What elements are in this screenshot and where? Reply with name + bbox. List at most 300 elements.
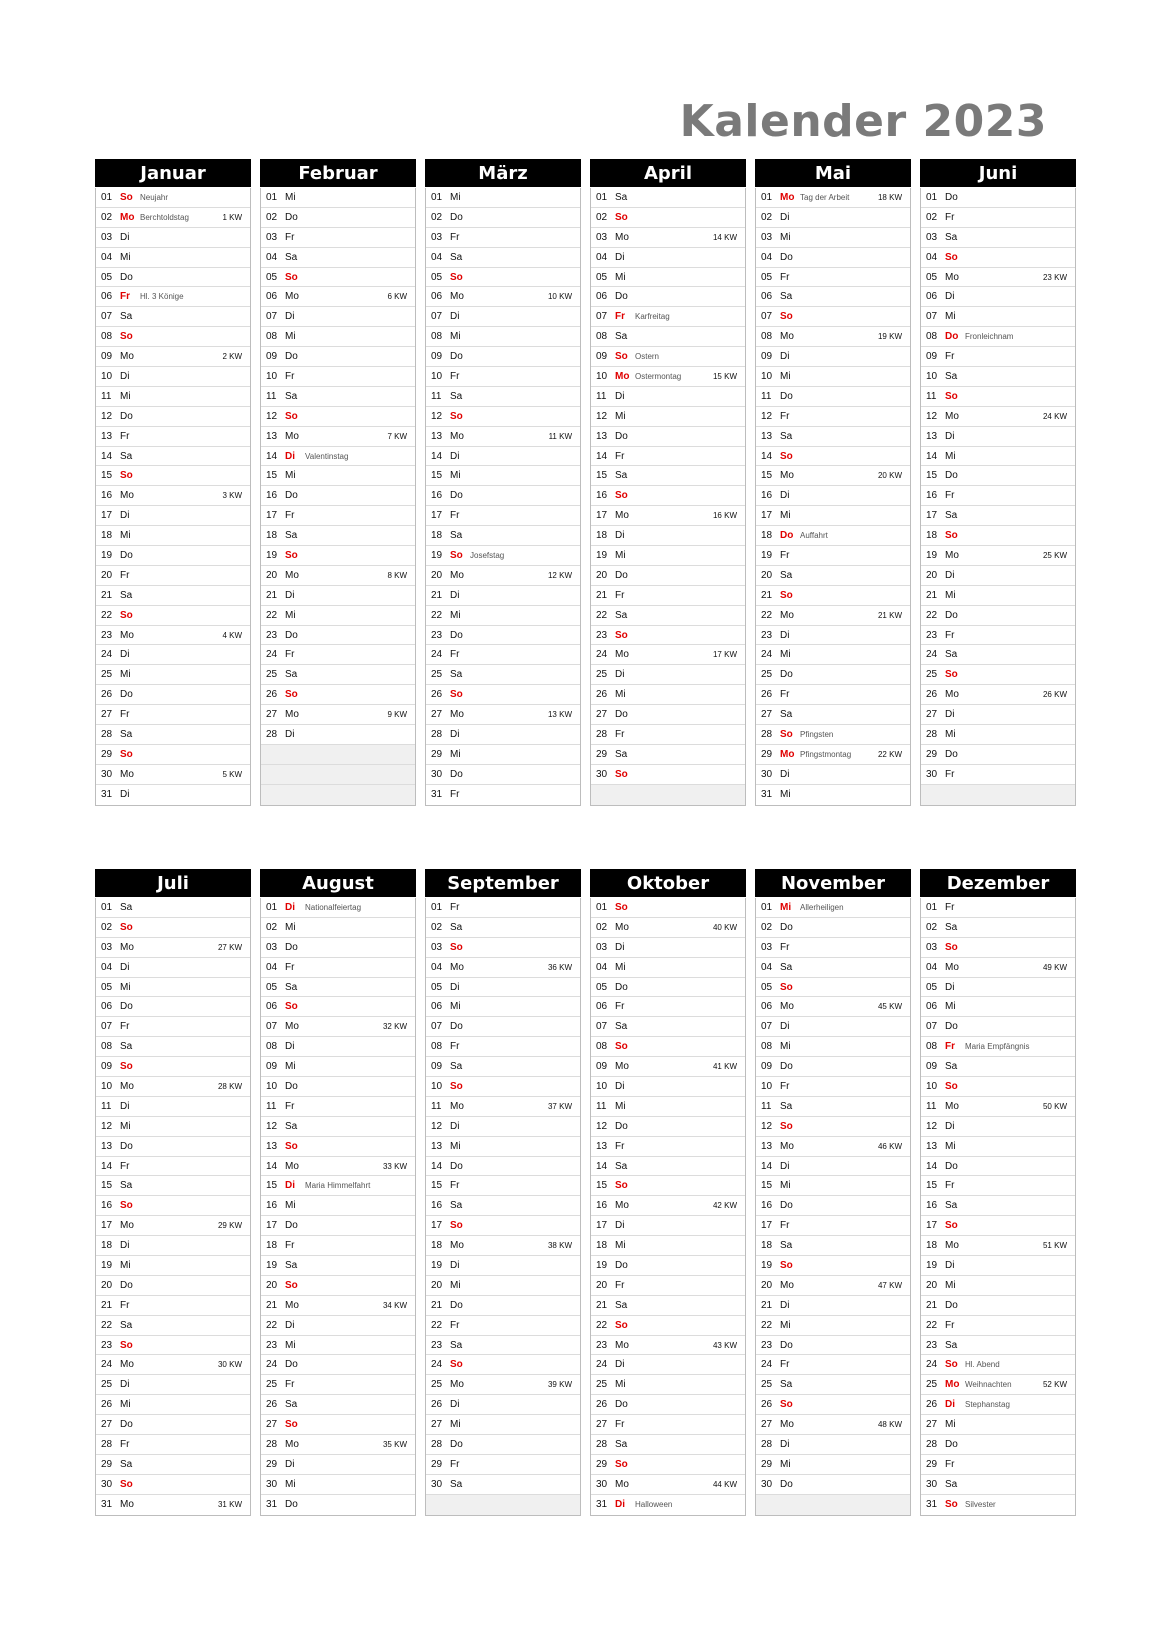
- week-number: 40 KW: [712, 922, 737, 932]
- weekday: Di: [615, 1080, 625, 1092]
- weekday: Mo: [945, 1100, 959, 1112]
- weekday: So: [120, 1061, 133, 1073]
- day-row: [921, 1236, 1075, 1256]
- month-days: [425, 188, 581, 806]
- weekday: Fr: [450, 1319, 460, 1331]
- day-number: 11: [761, 390, 772, 402]
- day-number: 04: [926, 251, 938, 263]
- day-number: 13: [761, 430, 773, 442]
- month-days: [590, 898, 746, 1516]
- weekday: So: [945, 1359, 958, 1371]
- weekday: Sa: [120, 728, 133, 740]
- day-row: [591, 918, 745, 938]
- weekday: Di: [285, 1458, 295, 1470]
- day-number: 16: [596, 1200, 608, 1212]
- weekday: Fr: [450, 510, 460, 522]
- day-number: 23: [596, 1339, 608, 1351]
- day-number: 09: [761, 1061, 773, 1073]
- day-number: 24: [431, 649, 443, 661]
- day-number: 31: [101, 789, 113, 801]
- day-number: 02: [101, 211, 113, 223]
- weekday: Sa: [120, 1180, 133, 1192]
- weekday: Do: [945, 748, 958, 760]
- empty-day-row: [591, 785, 745, 805]
- month-column: [920, 869, 1076, 1516]
- day-row: [96, 486, 250, 506]
- weekday: Do: [615, 981, 628, 993]
- weekday: Fr: [450, 1180, 460, 1192]
- month-column: [425, 869, 581, 1516]
- day-number: 19: [101, 549, 113, 561]
- day-row: [921, 1137, 1075, 1157]
- weekday: Di: [285, 1041, 295, 1053]
- day-row: [756, 486, 910, 506]
- day-row: [96, 327, 250, 347]
- day-number: 13: [101, 430, 113, 442]
- day-number: 16: [761, 490, 773, 502]
- day-number: 26: [431, 1399, 443, 1411]
- day-number: 01: [431, 191, 443, 203]
- day-row: [261, 997, 415, 1017]
- day-row: [756, 307, 910, 327]
- weekday: So: [615, 351, 628, 363]
- weekday: Mo: [615, 1339, 629, 1351]
- weekday: Di: [285, 1180, 295, 1192]
- day-number: 27: [101, 709, 113, 721]
- day-row: [96, 1495, 250, 1515]
- day-row: [921, 1355, 1075, 1375]
- weekday: Di: [780, 1160, 790, 1172]
- day-row: [921, 1216, 1075, 1236]
- day-row: [426, 765, 580, 785]
- day-number: 28: [596, 728, 608, 740]
- weekday: So: [120, 921, 133, 933]
- month-column: [590, 869, 746, 1516]
- day-number: 25: [266, 669, 278, 681]
- day-number: 06: [101, 291, 113, 303]
- weekday: Di: [780, 490, 790, 502]
- week-number: 36 KW: [547, 962, 572, 972]
- day-number: 22: [926, 609, 938, 621]
- day-number: 07: [266, 1021, 278, 1033]
- day-row: [921, 347, 1075, 367]
- holiday-label: Maria Empfängnis: [965, 1042, 1030, 1052]
- weekday: Do: [780, 390, 793, 402]
- day-number: 26: [926, 689, 938, 701]
- weekday: Sa: [450, 1478, 463, 1490]
- day-row: [261, 626, 415, 646]
- weekday: Fr: [120, 430, 130, 442]
- day-number: 24: [431, 1359, 443, 1371]
- day-row: [921, 407, 1075, 427]
- day-number: 07: [266, 311, 278, 323]
- day-row: [921, 387, 1075, 407]
- day-number: 24: [596, 649, 608, 661]
- day-row: [261, 1176, 415, 1196]
- day-row: [921, 1057, 1075, 1077]
- weekday: So: [120, 748, 133, 760]
- weekday: So: [285, 1001, 298, 1013]
- weekday: So: [945, 1499, 958, 1511]
- day-number: 16: [101, 1200, 113, 1212]
- weekday: Di: [615, 669, 625, 681]
- month-header: August: [260, 869, 416, 897]
- weekday: Fr: [120, 291, 130, 303]
- weekday: Mi: [615, 689, 626, 701]
- day-row: [261, 228, 415, 248]
- day-number: 05: [101, 981, 113, 993]
- month-days: [920, 898, 1076, 1516]
- day-number: 23: [266, 1339, 278, 1351]
- weekday: Di: [945, 709, 955, 721]
- day-row: [756, 765, 910, 785]
- day-row: [591, 997, 745, 1017]
- day-number: 27: [761, 1419, 773, 1431]
- week-number: 49 KW: [1042, 962, 1067, 972]
- day-number: 25: [266, 1379, 278, 1391]
- day-row: [591, 1415, 745, 1435]
- day-number: 19: [926, 1259, 938, 1271]
- day-row: [756, 586, 910, 606]
- day-row: [591, 1475, 745, 1495]
- weekday: Fr: [945, 901, 955, 913]
- day-row: [591, 725, 745, 745]
- month-days: [590, 188, 746, 806]
- day-row: [591, 745, 745, 765]
- day-row: [921, 1037, 1075, 1057]
- weekday: Mi: [120, 390, 131, 402]
- weekday: Do: [120, 1419, 133, 1431]
- day-row: [261, 367, 415, 387]
- weekday: Mi: [120, 1120, 131, 1132]
- day-number: 20: [926, 569, 938, 581]
- weekday: Mo: [780, 191, 795, 203]
- day-row: [426, 1475, 580, 1495]
- page-title: Kalender 2023: [679, 96, 1047, 147]
- day-number: 27: [266, 1419, 278, 1431]
- weekday: Mi: [945, 1419, 956, 1431]
- day-number: 08: [431, 331, 443, 343]
- day-number: 28: [266, 1438, 278, 1450]
- weekday: Di: [615, 1499, 625, 1511]
- calendar-second-half: [95, 869, 1077, 1516]
- day-number: 09: [101, 1061, 113, 1073]
- weekday: Do: [285, 211, 298, 223]
- day-row: [96, 997, 250, 1017]
- day-row: [921, 268, 1075, 288]
- day-row: [261, 188, 415, 208]
- weekday: Fr: [450, 901, 460, 913]
- day-row: [756, 626, 910, 646]
- day-row: [591, 1276, 745, 1296]
- day-number: 14: [761, 1160, 773, 1172]
- day-row: [921, 898, 1075, 918]
- weekday: Do: [120, 1279, 133, 1291]
- weekday: Mo: [945, 549, 959, 561]
- weekday: Sa: [285, 981, 298, 993]
- day-row: [96, 1316, 250, 1336]
- week-number: 1 KW: [222, 212, 242, 222]
- weekday: Mo: [780, 609, 794, 621]
- day-number: 24: [926, 649, 938, 661]
- month-header: März: [425, 159, 581, 187]
- weekday: Fr: [615, 1140, 625, 1152]
- day-number: 03: [101, 941, 113, 953]
- day-row: [96, 958, 250, 978]
- day-number: 18: [926, 1240, 938, 1252]
- weekday: Sa: [285, 530, 298, 542]
- week-number: 15 KW: [712, 372, 737, 382]
- day-row: [921, 1196, 1075, 1216]
- day-row: [261, 1077, 415, 1097]
- weekday: Sa: [120, 1458, 133, 1470]
- weekday: Fr: [120, 709, 130, 721]
- day-number: 09: [761, 351, 773, 363]
- weekday: Sa: [615, 1438, 628, 1450]
- day-row: [96, 1455, 250, 1475]
- day-row: [591, 978, 745, 998]
- day-row: [921, 1435, 1075, 1455]
- day-number: 11: [266, 1100, 277, 1112]
- weekday: Do: [945, 470, 958, 482]
- weekday: Fr: [945, 768, 955, 780]
- day-number: 19: [431, 1259, 443, 1271]
- day-number: 03: [596, 231, 608, 243]
- day-number: 21: [101, 589, 113, 601]
- day-number: 05: [596, 981, 608, 993]
- day-row: [756, 387, 910, 407]
- day-row: [96, 1196, 250, 1216]
- day-row: [96, 938, 250, 958]
- weekday: So: [615, 1458, 628, 1470]
- day-number: 23: [761, 629, 773, 641]
- weekday: Fr: [450, 649, 460, 661]
- day-row: [756, 1455, 910, 1475]
- day-number: 02: [431, 921, 443, 933]
- day-number: 20: [761, 569, 773, 581]
- day-row: [756, 1037, 910, 1057]
- day-number: 13: [596, 430, 608, 442]
- day-number: 21: [761, 1299, 773, 1311]
- day-number: 30: [596, 768, 608, 780]
- day-row: [426, 1336, 580, 1356]
- day-row: [426, 997, 580, 1017]
- day-row: [426, 1375, 580, 1395]
- day-row: [261, 526, 415, 546]
- day-number: 23: [431, 1339, 443, 1351]
- week-number: 43 KW: [712, 1340, 737, 1350]
- day-number: 28: [431, 1438, 443, 1450]
- weekday: Di: [450, 450, 460, 462]
- month-header: Juli: [95, 869, 251, 897]
- day-number: 15: [266, 470, 278, 482]
- day-row: [591, 188, 745, 208]
- month-days: [95, 898, 251, 1516]
- day-number: 13: [926, 430, 938, 442]
- day-row: [96, 1077, 250, 1097]
- weekday: Di: [285, 311, 295, 323]
- weekday: So: [615, 1319, 628, 1331]
- weekday: Mo: [285, 1299, 299, 1311]
- day-row: [921, 188, 1075, 208]
- day-row: [756, 367, 910, 387]
- weekday: Mi: [615, 549, 626, 561]
- day-row: [261, 918, 415, 938]
- day-row: [96, 1037, 250, 1057]
- day-number: 24: [266, 649, 278, 661]
- day-number: 07: [761, 311, 773, 323]
- day-row: [96, 765, 250, 785]
- day-number: 24: [101, 1359, 113, 1371]
- holiday-label: Neujahr: [140, 192, 169, 202]
- day-row: [261, 1137, 415, 1157]
- day-row: [426, 307, 580, 327]
- holiday-label: Stephanstag: [965, 1400, 1010, 1410]
- day-number: 21: [266, 1299, 278, 1311]
- day-number: 13: [101, 1140, 113, 1152]
- weekday: Sa: [120, 1319, 133, 1331]
- day-number: 06: [596, 291, 608, 303]
- day-number: 04: [101, 961, 113, 973]
- day-number: 22: [596, 609, 608, 621]
- weekday: Mo: [780, 470, 794, 482]
- day-number: 25: [761, 669, 773, 681]
- day-row: [921, 725, 1075, 745]
- weekday: So: [120, 191, 133, 203]
- day-number: 07: [101, 1021, 113, 1033]
- month-days: [95, 188, 251, 806]
- weekday: So: [285, 1419, 298, 1431]
- week-number: 5 KW: [222, 769, 242, 779]
- weekday: Di: [120, 231, 130, 243]
- day-row: [261, 287, 415, 307]
- day-number: 29: [431, 748, 443, 760]
- week-number: 4 KW: [222, 630, 242, 640]
- day-number: 16: [596, 490, 608, 502]
- day-number: 21: [926, 589, 938, 601]
- day-number: 17: [431, 1220, 443, 1232]
- day-row: [591, 1017, 745, 1037]
- day-row: [426, 1137, 580, 1157]
- week-number: 44 KW: [712, 1479, 737, 1489]
- day-number: 30: [926, 1478, 938, 1490]
- day-number: 17: [101, 510, 113, 522]
- weekday: Di: [450, 1120, 460, 1132]
- day-row: [591, 427, 745, 447]
- weekday: Sa: [780, 291, 793, 303]
- day-number: 15: [431, 1180, 443, 1192]
- day-row: [756, 745, 910, 765]
- day-row: [921, 1077, 1075, 1097]
- day-number: 07: [431, 1021, 443, 1033]
- weekday: Do: [450, 211, 463, 223]
- weekday: Sa: [120, 589, 133, 601]
- weekday: Mi: [120, 981, 131, 993]
- holiday-label: Silvester: [965, 1500, 996, 1510]
- day-number: 24: [926, 1359, 938, 1371]
- day-row: [591, 1316, 745, 1336]
- day-number: 30: [761, 768, 773, 780]
- week-number: 50 KW: [1042, 1101, 1067, 1111]
- day-number: 07: [926, 311, 938, 323]
- day-row: [921, 978, 1075, 998]
- day-row: [756, 1296, 910, 1316]
- day-row: [96, 586, 250, 606]
- day-row: [426, 546, 580, 566]
- weekday: Sa: [945, 370, 958, 382]
- day-row: [591, 546, 745, 566]
- day-row: [756, 188, 910, 208]
- day-number: 09: [431, 351, 443, 363]
- day-number: 19: [761, 549, 773, 561]
- day-row: [921, 327, 1075, 347]
- day-number: 04: [431, 251, 443, 263]
- weekday: Fr: [450, 1458, 460, 1470]
- weekday: Do: [945, 609, 958, 621]
- weekday: Di: [120, 1240, 130, 1252]
- day-row: [921, 685, 1075, 705]
- day-row: [591, 1256, 745, 1276]
- day-number: 19: [596, 549, 608, 561]
- day-number: 13: [266, 430, 278, 442]
- day-row: [921, 1256, 1075, 1276]
- day-row: [261, 1256, 415, 1276]
- day-number: 16: [926, 1200, 938, 1212]
- day-row: [921, 208, 1075, 228]
- day-row: [261, 645, 415, 665]
- day-number: 18: [266, 1240, 278, 1252]
- holiday-label: Fronleichnam: [965, 332, 1014, 342]
- weekday: Sa: [450, 669, 463, 681]
- weekday: Mo: [945, 1379, 960, 1391]
- day-number: 04: [761, 251, 773, 263]
- day-row: [756, 1435, 910, 1455]
- day-row: [426, 387, 580, 407]
- day-number: 02: [266, 211, 278, 223]
- weekday: So: [285, 689, 298, 701]
- week-number: 27 KW: [217, 942, 242, 952]
- day-number: 18: [926, 530, 938, 542]
- day-number: 15: [926, 470, 938, 482]
- weekday: Fr: [615, 1419, 625, 1431]
- day-number: 29: [761, 1458, 773, 1470]
- weekday: Sa: [285, 1399, 298, 1411]
- day-number: 10: [431, 1080, 443, 1092]
- calendar-first-half: [95, 159, 1077, 806]
- day-row: [96, 447, 250, 467]
- day-row: [756, 1117, 910, 1137]
- day-row: [591, 685, 745, 705]
- day-row: [756, 1097, 910, 1117]
- day-number: 18: [596, 1240, 608, 1252]
- day-row: [756, 526, 910, 546]
- weekday: Mi: [450, 470, 461, 482]
- day-row: [756, 1415, 910, 1435]
- week-number: 28 KW: [217, 1082, 242, 1092]
- weekday: Do: [945, 1021, 958, 1033]
- weekday: Do: [615, 291, 628, 303]
- month-column: [755, 159, 911, 806]
- day-row: [756, 918, 910, 938]
- day-row: [426, 745, 580, 765]
- day-row: [921, 1495, 1075, 1515]
- weekday: So: [945, 251, 958, 263]
- day-number: 26: [761, 1399, 773, 1411]
- month-column: [260, 159, 416, 806]
- day-number: 01: [761, 901, 773, 913]
- weekday: Mo: [615, 649, 629, 661]
- day-number: 28: [926, 728, 938, 740]
